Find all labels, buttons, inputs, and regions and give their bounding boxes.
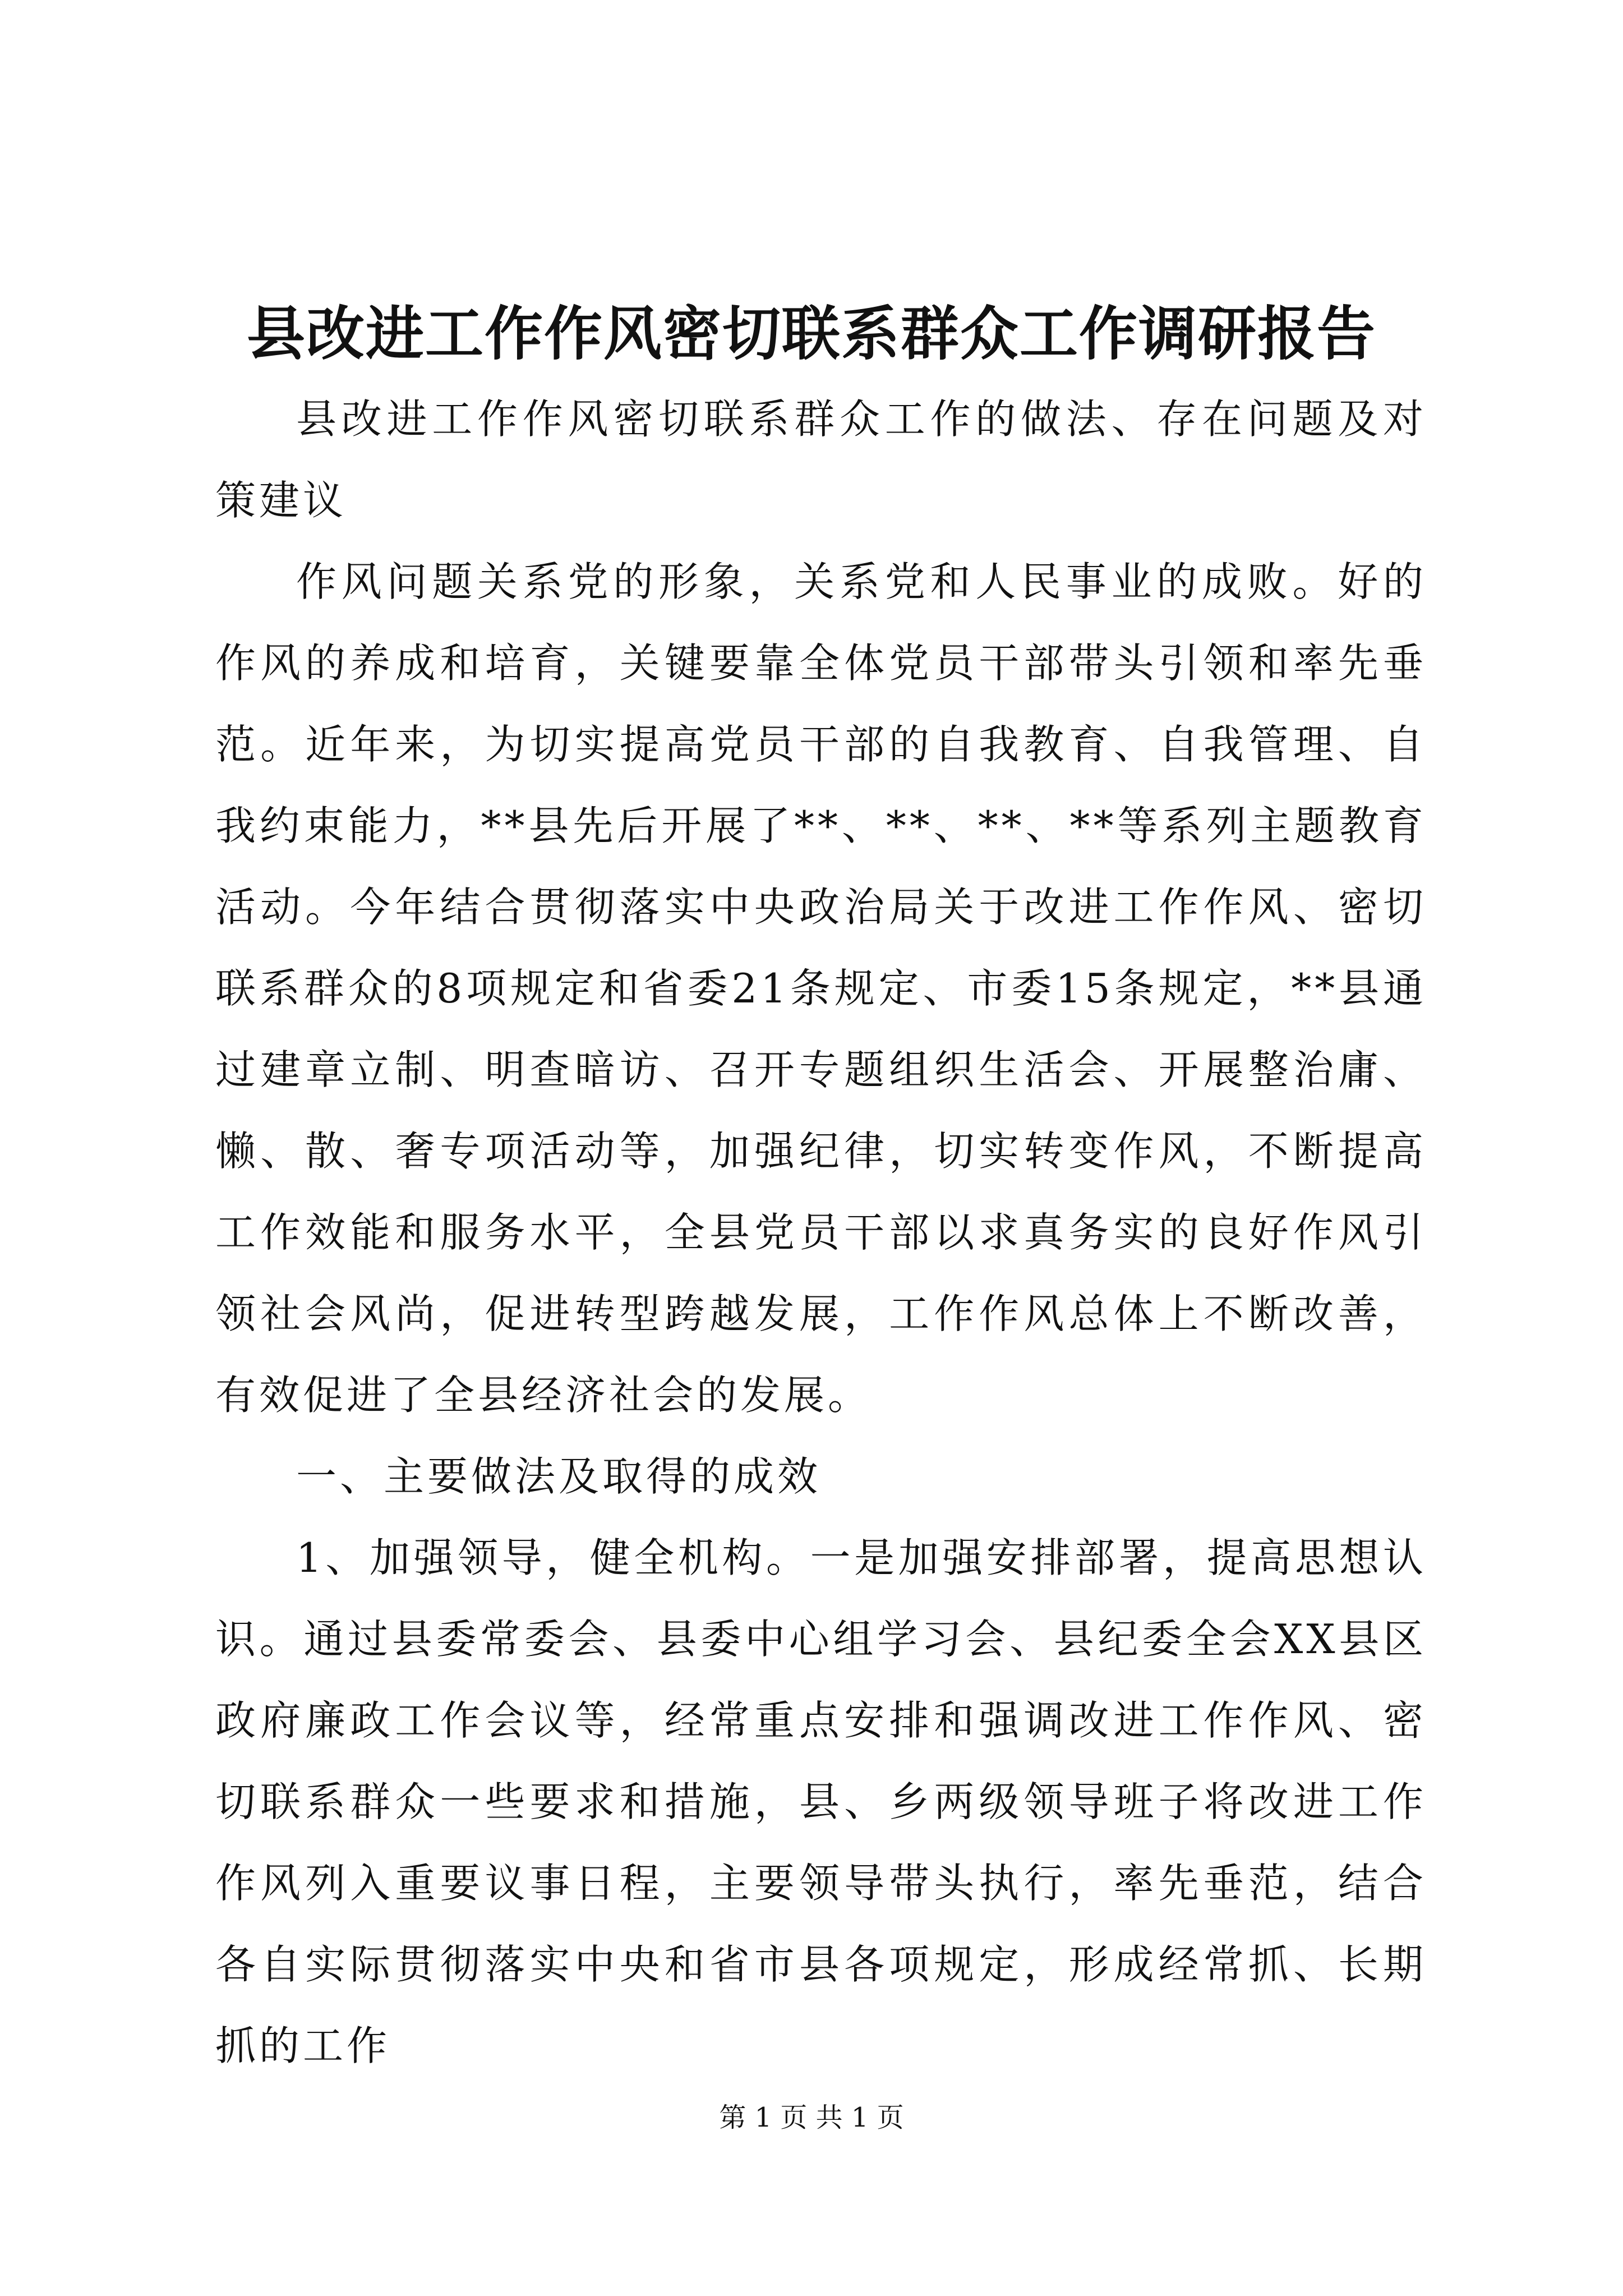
intro-paragraph: 作风问题关系党的形象，关系党和人民事业的成败。好的作风的养成和培育，关键要靠全体党员干部带头引领和率先垂范。近年来，为切实提高党员干部的自我教育、自我管理、自我约束能力，**县先后开展了**、**、**、**等系列主题教育活动。今年结合贯彻落实中央政治局关于改进工作作风、密切联系群众的8项规定和省委21条规定、市委15条规定，**县通过建章立制、明查暗访、召开专题组织生活会、开展整治庸、懒、散、奢专项活动等，加强纪律，切实转变作风，不断提高工作效能和服务水平，全县党员干部以求真务实的良好作风引领社会风尚，促进转型跨越发展，工作作风总体上不断改善，有效促进了全县经济社会的发展。: [215, 558, 1427, 1419]
section-heading: 一、主要做法及取得的成效: [296, 1453, 822, 1500]
subtitle-paragraph: 县改进工作作风密切联系群众工作的做法、存在问题及对策建议: [215, 395, 1427, 524]
document-body: [215, 379, 1427, 2087]
document-title: 县改进工作作风密切联系群众工作调研报告: [246, 299, 1376, 368]
body-paragraph: 1、加强领导，健全机构。一是加强安排部署，提高思想认识。通过县委常委会、县委中心组学习会、县纪委全会XX县区政府廉政工作会议等，经常重点安排和强调改进工作作风、密切联系群众一些要求和措施，县、乡两级领导班子将改进工作作风列入重要议事日程，主要领导带头执行，率先垂范，结合各自实际贯彻落实中央和省市县各项规定，形成经常抓、长期抓的工作: [215, 1534, 1427, 2069]
page-footer: 第 1 页 共 1 页: [719, 2102, 904, 2133]
